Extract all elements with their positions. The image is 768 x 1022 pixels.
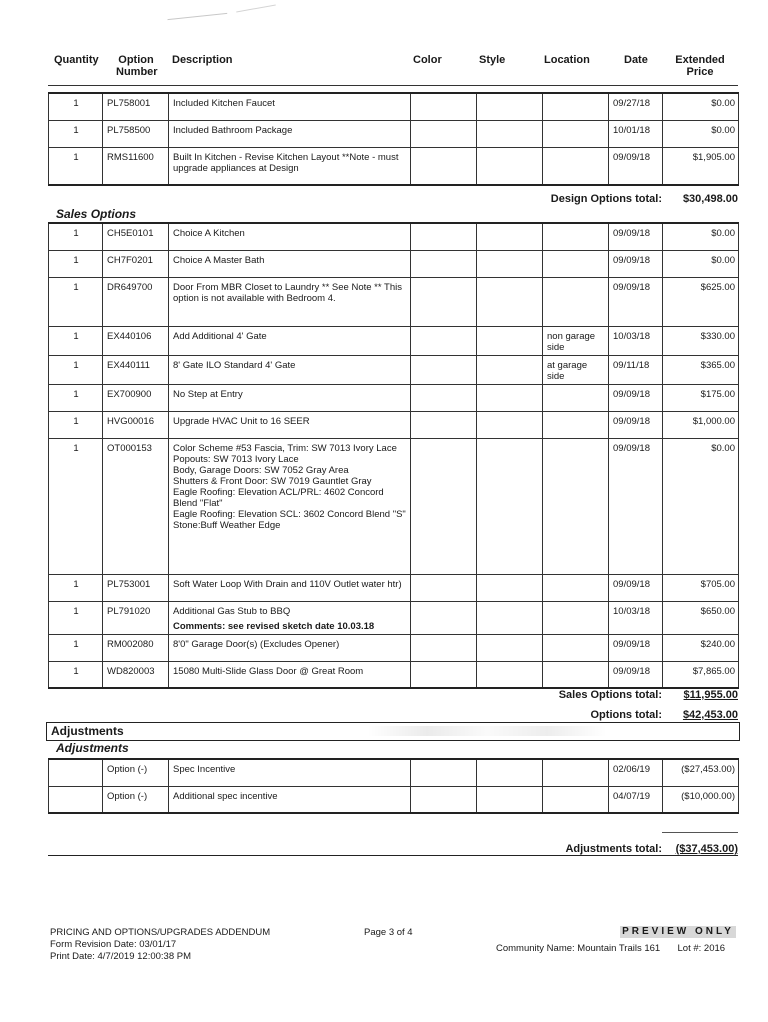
color-cell bbox=[411, 411, 477, 438]
color-cell bbox=[411, 574, 477, 601]
style-cell bbox=[477, 326, 543, 355]
quantity-cell bbox=[49, 759, 103, 786]
header-rule bbox=[48, 85, 738, 86]
option-number-cell: RM002080 bbox=[103, 634, 169, 661]
location-cell bbox=[543, 661, 609, 688]
col-header-date: Date bbox=[624, 54, 648, 66]
price-cell: $175.00 bbox=[663, 384, 739, 411]
quantity-cell bbox=[49, 786, 103, 813]
comment-text: Comments: see revised sketch date 10.03.18 bbox=[173, 620, 375, 632]
quantity-cell: 1 bbox=[49, 120, 103, 147]
quantity-cell: 1 bbox=[49, 250, 103, 277]
bottom-rule bbox=[48, 855, 738, 856]
col-header-description: Description bbox=[172, 54, 233, 66]
description-line: Stone:Buff Weather Edge bbox=[173, 519, 281, 531]
print-date: Print Date: 4/7/2019 12:00:38 PM bbox=[50, 951, 192, 962]
date-cell: 09/09/18 bbox=[609, 574, 663, 601]
col-header-extended-price bbox=[668, 54, 732, 78]
scan-artifact bbox=[236, 5, 276, 13]
style-cell bbox=[477, 120, 543, 147]
color-cell bbox=[411, 355, 477, 384]
style-cell bbox=[477, 384, 543, 411]
sales-options-title: Sales Options bbox=[56, 207, 137, 221]
description-cell: 8'0" Garage Door(s) (Excludes Opener) bbox=[169, 634, 411, 661]
style-cell bbox=[477, 223, 543, 250]
location-cell bbox=[543, 120, 609, 147]
col-header-location: Location bbox=[544, 54, 590, 66]
option-number-cell: DR649700 bbox=[103, 277, 169, 326]
price-cell: $240.00 bbox=[663, 634, 739, 661]
footer-right bbox=[496, 943, 725, 955]
location-cell bbox=[543, 277, 609, 326]
options-total-value: $42,453.00 bbox=[682, 709, 738, 721]
location-cell bbox=[543, 759, 609, 786]
color-cell bbox=[411, 384, 477, 411]
quantity-cell: 1 bbox=[49, 411, 103, 438]
quantity-cell: 1 bbox=[49, 438, 103, 574]
option-number-cell: PL758500 bbox=[103, 120, 169, 147]
date-cell: 09/09/18 bbox=[609, 634, 663, 661]
color-cell bbox=[411, 93, 477, 120]
style-cell bbox=[477, 661, 543, 688]
style-cell bbox=[477, 438, 543, 574]
price-cell: $1,905.00 bbox=[663, 147, 739, 185]
table-row bbox=[49, 355, 739, 384]
location-cell bbox=[543, 250, 609, 277]
description-cell bbox=[169, 601, 411, 634]
table-row bbox=[49, 326, 739, 355]
description-cell: Soft Water Loop With Drain and 110V Outlet water htr) bbox=[169, 574, 411, 601]
style-cell bbox=[477, 411, 543, 438]
col-header-price-line2: Price bbox=[686, 66, 714, 78]
page-number: Page 3 of 4 bbox=[364, 927, 413, 938]
description-line: Color Scheme #53 Fascia, Trim: SW 7013 Ivory Lace bbox=[173, 442, 397, 454]
design-options-table bbox=[48, 92, 739, 186]
style-cell bbox=[477, 250, 543, 277]
description-line: Shutters & Front Door: SW 7019 Gauntlet Gray bbox=[173, 475, 372, 487]
color-cell bbox=[411, 250, 477, 277]
price-cell: ($27,453.00) bbox=[663, 759, 739, 786]
color-cell bbox=[411, 786, 477, 813]
table-row bbox=[49, 120, 739, 147]
date-cell: 04/07/19 bbox=[609, 786, 663, 813]
date-cell: 10/03/18 bbox=[609, 326, 663, 355]
option-number-cell: RMS11600 bbox=[103, 147, 169, 185]
option-number-cell: EX440111 bbox=[103, 355, 169, 384]
document-title: PRICING AND OPTIONS/UPGRADES ADDENDUM bbox=[50, 927, 271, 938]
description-cell: Choice A Kitchen bbox=[169, 223, 411, 250]
col-header-price-line1: Extended bbox=[675, 54, 725, 66]
location-cell bbox=[543, 384, 609, 411]
price-cell: $0.00 bbox=[663, 223, 739, 250]
color-cell bbox=[411, 120, 477, 147]
date-cell: 09/09/18 bbox=[609, 661, 663, 688]
price-cell: $1,000.00 bbox=[663, 411, 739, 438]
description-cell: 8' Gate ILO Standard 4' Gate bbox=[169, 355, 411, 384]
options-total-label: Options total: bbox=[590, 709, 662, 721]
color-cell bbox=[411, 601, 477, 634]
col-header-option-number bbox=[116, 54, 156, 78]
quantity-cell: 1 bbox=[49, 574, 103, 601]
date-cell: 09/09/18 bbox=[609, 384, 663, 411]
form-revision-date: Form Revision Date: 03/01/17 bbox=[50, 939, 177, 950]
quantity-cell: 1 bbox=[49, 355, 103, 384]
price-cell: $0.00 bbox=[663, 120, 739, 147]
table-row bbox=[49, 786, 739, 813]
description-line: Popouts: SW 7013 Ivory Lace bbox=[173, 453, 299, 465]
description-text: Additional Gas Stub to BBQ bbox=[173, 605, 291, 617]
style-cell bbox=[477, 147, 543, 185]
description-cell: Add Additional 4' Gate bbox=[169, 326, 411, 355]
quantity-cell: 1 bbox=[49, 93, 103, 120]
quantity-cell: 1 bbox=[49, 384, 103, 411]
option-number-cell: EX700900 bbox=[103, 384, 169, 411]
option-number-cell: EX440106 bbox=[103, 326, 169, 355]
adjustments-total-value: ($37,453.00) bbox=[675, 843, 738, 855]
style-cell bbox=[477, 277, 543, 326]
option-number-cell: PL753001 bbox=[103, 574, 169, 601]
date-cell: 02/06/19 bbox=[609, 759, 663, 786]
style-cell bbox=[477, 786, 543, 813]
description-cell: Door From MBR Closet to Laundry ** See Note ** This option is not available with Bedroom 4. bbox=[169, 277, 411, 326]
description-cell bbox=[169, 438, 411, 574]
lot-number: Lot #: 2016 bbox=[677, 943, 726, 954]
color-cell bbox=[411, 759, 477, 786]
scan-artifact bbox=[167, 13, 228, 32]
style-cell bbox=[477, 634, 543, 661]
table-row bbox=[49, 661, 739, 688]
col-header-style: Style bbox=[479, 54, 506, 66]
style-cell bbox=[477, 355, 543, 384]
adjustments-header-box bbox=[46, 722, 740, 741]
preview-only-banner: PREVIEW ONLY bbox=[620, 926, 736, 938]
table-row bbox=[49, 277, 739, 326]
location-cell bbox=[543, 786, 609, 813]
style-cell bbox=[477, 574, 543, 601]
option-number-cell: PL791020 bbox=[103, 601, 169, 634]
color-cell bbox=[411, 634, 477, 661]
description-cell: Choice A Master Bath bbox=[169, 250, 411, 277]
sales-options-total-value: $11,955.00 bbox=[683, 689, 738, 701]
table-row bbox=[49, 634, 739, 661]
adjustments-total-label: Adjustments total: bbox=[565, 843, 662, 855]
sales-options-total-label: Sales Options total: bbox=[558, 689, 662, 701]
table-row bbox=[49, 384, 739, 411]
table-row bbox=[49, 411, 739, 438]
quantity-cell: 1 bbox=[49, 326, 103, 355]
location-cell bbox=[543, 223, 609, 250]
footer-left bbox=[50, 927, 270, 963]
color-cell bbox=[411, 147, 477, 185]
description-line: Body, Garage Doors: SW 7052 Gray Area bbox=[173, 464, 349, 476]
description-cell: No Step at Entry bbox=[169, 384, 411, 411]
table-row bbox=[49, 93, 739, 120]
option-number-cell: Option (-) bbox=[103, 786, 169, 813]
location-cell bbox=[543, 601, 609, 634]
description-cell: Upgrade HVAC Unit to 16 SEER bbox=[169, 411, 411, 438]
location-cell bbox=[543, 93, 609, 120]
color-cell bbox=[411, 661, 477, 688]
style-cell bbox=[477, 601, 543, 634]
table-row bbox=[49, 250, 739, 277]
description-line: Eagle Roofing: Elevation SCL: 3602 Concord Blend "S" bbox=[173, 508, 406, 520]
date-cell: 09/09/18 bbox=[609, 147, 663, 185]
date-cell: 09/27/18 bbox=[609, 93, 663, 120]
style-cell bbox=[477, 93, 543, 120]
design-options-total-label: Design Options total: bbox=[550, 193, 662, 205]
table-row bbox=[49, 601, 739, 634]
table-row bbox=[49, 223, 739, 250]
price-cell: $7,865.00 bbox=[663, 661, 739, 688]
adjustments-box-title: Adjustments bbox=[51, 724, 124, 738]
description-cell: Spec Incentive bbox=[169, 759, 411, 786]
option-number-cell: CH7F0201 bbox=[103, 250, 169, 277]
price-cell: $705.00 bbox=[663, 574, 739, 601]
description-cell: Included Kitchen Faucet bbox=[169, 93, 411, 120]
price-cell: $625.00 bbox=[663, 277, 739, 326]
location-cell bbox=[543, 411, 609, 438]
price-cell: $650.00 bbox=[663, 601, 739, 634]
date-cell: 10/01/18 bbox=[609, 120, 663, 147]
description-cell: Included Bathroom Package bbox=[169, 120, 411, 147]
option-number-cell: WD820003 bbox=[103, 661, 169, 688]
price-cell: $0.00 bbox=[663, 438, 739, 574]
date-cell: 10/03/18 bbox=[609, 601, 663, 634]
location-cell: non garage side bbox=[543, 326, 609, 355]
price-cell: $0.00 bbox=[663, 250, 739, 277]
option-number-cell: PL758001 bbox=[103, 93, 169, 120]
col-header-option-line2: Number bbox=[116, 66, 158, 78]
date-cell: 09/09/18 bbox=[609, 277, 663, 326]
color-cell bbox=[411, 326, 477, 355]
col-header-color: Color bbox=[413, 54, 442, 66]
price-cell: ($10,000.00) bbox=[663, 786, 739, 813]
color-cell bbox=[411, 277, 477, 326]
description-cell: 15080 Multi-Slide Glass Door @ Great Room bbox=[169, 661, 411, 688]
quantity-cell: 1 bbox=[49, 223, 103, 250]
price-cell: $330.00 bbox=[663, 326, 739, 355]
color-cell bbox=[411, 223, 477, 250]
date-cell: 09/09/18 bbox=[609, 250, 663, 277]
col-header-quantity: Quantity bbox=[54, 54, 99, 66]
location-cell bbox=[543, 634, 609, 661]
option-number-cell: CH5E0101 bbox=[103, 223, 169, 250]
scan-artifact bbox=[367, 726, 607, 736]
date-cell: 09/09/18 bbox=[609, 411, 663, 438]
date-cell: 09/09/18 bbox=[609, 223, 663, 250]
location-cell bbox=[543, 438, 609, 574]
description-cell: Built In Kitchen - Revise Kitchen Layout **Note - must upgrade appliances at Design bbox=[169, 147, 411, 185]
option-number-cell: OT000153 bbox=[103, 438, 169, 574]
sales-options-table bbox=[48, 222, 739, 689]
quantity-cell: 1 bbox=[49, 661, 103, 688]
price-cell: $365.00 bbox=[663, 355, 739, 384]
location-cell: at garage side bbox=[543, 355, 609, 384]
quantity-cell: 1 bbox=[49, 601, 103, 634]
location-cell bbox=[543, 574, 609, 601]
quantity-cell: 1 bbox=[49, 147, 103, 185]
community-name: Community Name: Mountain Trails 161 bbox=[496, 943, 661, 954]
col-header-option-line1: Option bbox=[118, 54, 154, 66]
total-rule bbox=[662, 832, 738, 833]
date-cell: 09/09/18 bbox=[609, 438, 663, 574]
location-cell bbox=[543, 147, 609, 185]
table-row bbox=[49, 574, 739, 601]
option-number-cell: Option (-) bbox=[103, 759, 169, 786]
description-cell: Additional spec incentive bbox=[169, 786, 411, 813]
adjustments-table bbox=[48, 758, 739, 814]
adjustments-title: Adjustments bbox=[56, 741, 129, 755]
price-cell: $0.00 bbox=[663, 93, 739, 120]
table-row bbox=[49, 147, 739, 185]
color-cell bbox=[411, 438, 477, 574]
style-cell bbox=[477, 759, 543, 786]
quantity-cell: 1 bbox=[49, 277, 103, 326]
date-cell: 09/11/18 bbox=[609, 355, 663, 384]
description-line: Eagle Roofing: Elevation ACL/PRL: 4602 Concord Blend "Flat" bbox=[173, 486, 384, 509]
table-row bbox=[49, 438, 739, 574]
design-options-total-value: $30,498.00 bbox=[682, 193, 738, 205]
table-row bbox=[49, 759, 739, 786]
quantity-cell: 1 bbox=[49, 634, 103, 661]
option-number-cell: HVG00016 bbox=[103, 411, 169, 438]
